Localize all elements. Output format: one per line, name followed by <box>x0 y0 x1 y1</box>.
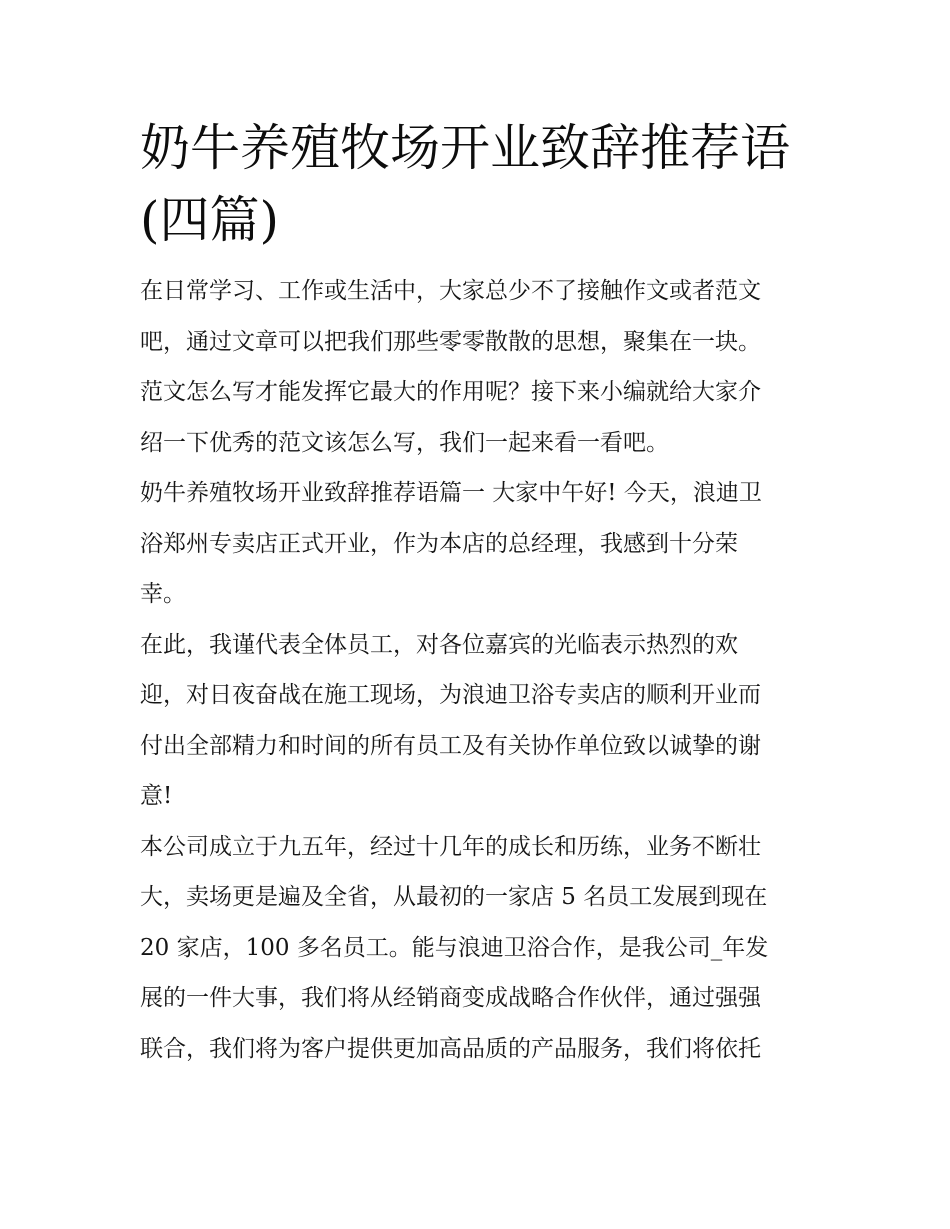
text-line: 付出全部精力和时间的所有员工及有关协作单位致以诚挚的谢 <box>140 732 761 759</box>
paragraph-company <box>140 822 820 1075</box>
document-content <box>140 112 820 1074</box>
text-line: 意! <box>140 783 173 809</box>
text-line: 大，卖场更是遍及全省，从最初的一家店 5 名员工发展到现在 <box>140 884 768 910</box>
text-line: 绍一下优秀的范文该怎么写，我们一起来看一看吧。 <box>140 429 669 456</box>
text-line: 在日常学习、工作或生活中，大家总少不了接触作文或者范文 <box>140 278 761 304</box>
title-line: (四篇) <box>140 191 280 249</box>
text-line: 浴郑州专卖店正式开业，作为本店的总经理，我感到十分荣 <box>140 530 738 557</box>
text-line: 范文怎么写才能发挥它最大的作用呢？接下来小编就给大家介 <box>140 379 761 405</box>
text-line: 迎，对日夜奋战在施工现场，为浪迪卫浴专卖店的顺利开业而 <box>140 682 761 708</box>
title-line: 奶牛养殖牧场开业致辞推荐语 <box>140 119 790 177</box>
paragraph-intro <box>140 266 820 468</box>
text-line: 吧，通过文章可以把我们那些零零散散的思想，聚集在一块。 <box>140 328 761 355</box>
text-line: 20 家店，100 多名员工。能与浪迪卫浴合作，是我公司_年发 <box>140 934 769 961</box>
text-line: 本公司成立于九五年，经过十几年的成长和历练，业务不断壮 <box>140 833 761 860</box>
text-line: 展的一件大事，我们将从经销商变成战略合作伙伴，通过强强 <box>140 985 761 1011</box>
text-line: 联合，我们将为客户提供更加高品质的产品服务，我们将依托 <box>140 1035 761 1062</box>
paragraph-opening <box>140 468 820 620</box>
document-title <box>140 112 820 256</box>
text-line: 奶牛养殖牧场开业致辞推荐语篇一 大家中午好! 今天，浪迪卫 <box>140 480 762 506</box>
text-line: 幸。 <box>140 581 186 607</box>
text-line: 在此，我谨代表全体员工，对各位嘉宾的光临表示热烈的欢 <box>140 631 738 658</box>
paragraph-thanks <box>140 620 820 822</box>
